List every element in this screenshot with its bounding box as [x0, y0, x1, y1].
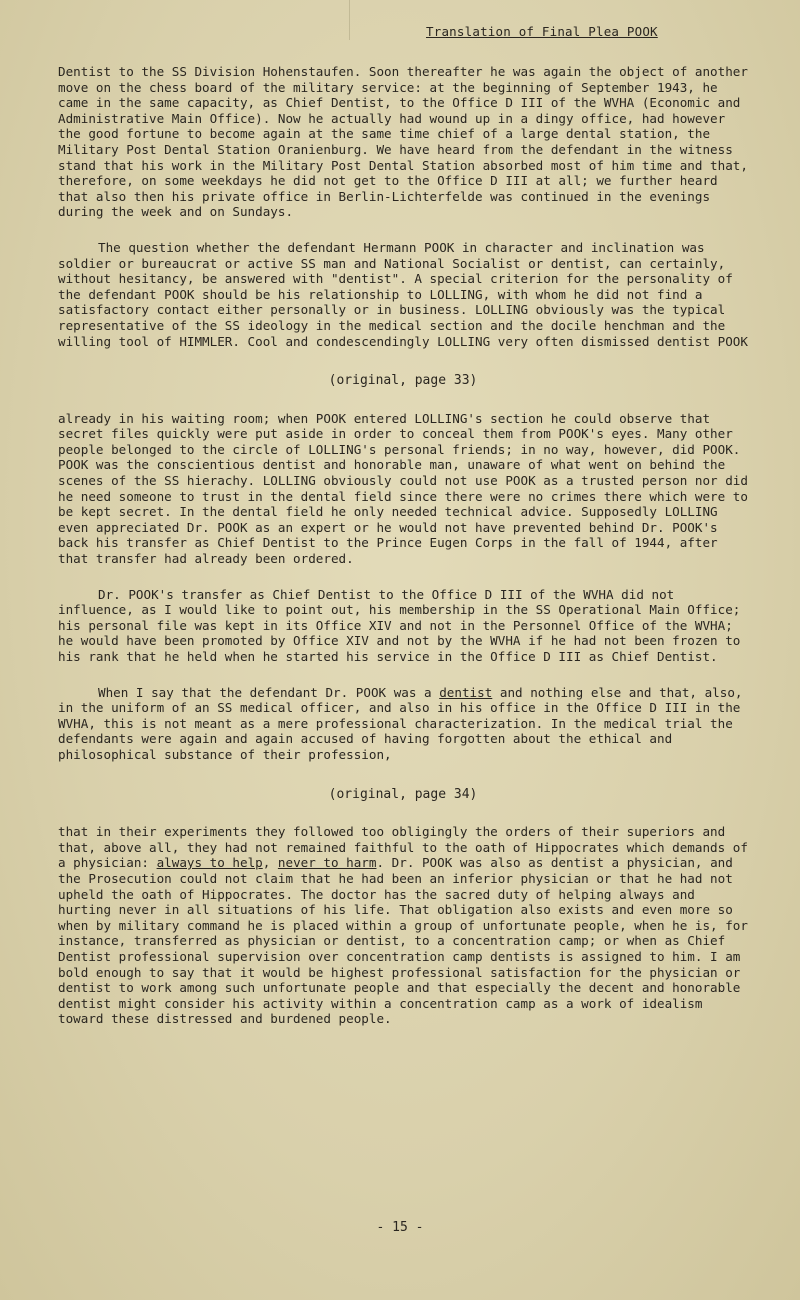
paragraph-hippocratic-oath	[58, 824, 756, 1027]
original-page-marker-33: (original, page 33)	[328, 373, 478, 389]
paragraph-transfer: Dr. POOK's transfer as Chief Dentist to the Office D III of the WVHA did not influence, as I would like to point out, his membership in the SS Operational Main Office; his personal file was kept in its Office XIV and not in the Personnel Office of the WVHA; he would have been promoted by Office XIV and not by the WVHA if he had not been frozen to his rank that he held when he started his service in the Office D III as Chief Dentist.	[58, 586, 748, 664]
paragraph-character-question: The question whether the defendant Hermann POOK in character and inclination was soldier or bureaucrat or active SS man and National Socialist or dentist, can certainly, without hesitancy, be answered with "dentist". A special criterion for the personality of the defendant POOK should be his relationship to LOLLING, with whom he did not find a satisfactory contact either personally or in business. LOLLING obviously was the typical representative of the SS ideology in the medical section and the docile henchman and the willing tool of HIMMLER. Cool and condescendingly LOLLING very often dismissed dentist POOK	[58, 239, 748, 349]
text-segment: and nothing else and that, also, in the uniform of an SS medical officer, and also in his office in the Office D III in the WVHA, this is not meant as a mere professional characterization. In the medical trial the defendants were again and again accused of having forgotten about the ethical and philosophical substance of their profession,	[58, 684, 751, 762]
underlined-always-to-help: always to help	[156, 855, 263, 871]
page-header-title: Translation of Final Plea POOK	[426, 24, 658, 39]
paper-fold-mark	[349, 0, 350, 40]
text-segment: When I say that the defendant Dr. POOK was a	[98, 684, 440, 700]
document-body	[58, 64, 756, 1027]
paragraph-hohenstaufen: Dentist to the SS Division Hohenstaufen. Soon thereafter he was again the object of another move on the chess board of the military service: at the beginning of September 1943, he came in the same capacity, as Chief Dentist, to the Office D III of the WVHA (Economic and Administrative Main Office). Now he actually had wound up in a dingy office, had however the good fortune to become again at the same time chief of a large dental station, the Military Post Dental Station Oranienburg. We have heard from the defendant in the witness stand that his work in the Military Post Dental Station absorbed most of him time and that, therefore, on some weekdays he did not get to the Office D III at all; we further heard that also then his private office in Berlin-Lichterfelde was continued in the evenings during the week and on Sundays.	[58, 64, 756, 220]
paragraph-dentist-characterization	[58, 684, 751, 763]
page-number: - 15 -	[376, 1220, 424, 1235]
text-segment: that in their experiments they followed too obligingly the orders of their superiors and that, above all, they had not remained faithful to the oath of Hippocrates which demands of a physician:	[58, 824, 756, 871]
underlined-never-to-harm: never to harm	[277, 855, 377, 871]
underlined-dentist: dentist	[439, 684, 493, 700]
text-segment: ,	[262, 855, 278, 871]
paragraph-waiting-room: already in his waiting room; when POOK entered LOLLING's section he could observe that secret files quickly were put aside in order to conceal them from POOK's eyes. Many other people belonged to the circle of LOLLING's personal friends; in no way, however, did POOK. POOK was the conscientious dentist and honorable man, unaware of what went on behind the scenes of the SS hierachy. LOLLING obviously could not use POOK as a trusted person nor did he need someone to trust in the dental field since there were no crimes there which were to be kept secret. In the dental field he only needed technical advice. Supposedly LOLLING even appreciated Dr. POOK as an expert or he would not have prevented behind Dr. POOK's back his transfer as Chief Dentist to the Prince Eugen Corps in the fall of 1944, after that transfer had already been ordered.	[58, 410, 756, 567]
text-segment: . Dr. POOK was also as dentist a physician, and the Prosecution could not claim that he had been an inferior physician or that he had not upheld the oath of Hippocrates. The doctor has the sacred duty of helping always and hurting never in all situations of his life. That obligation also exists and even more so when by military command he is placed within a group of unfortunate people, when he is, for instance, transferred as physician or dentist, to a concentration camp; or when as Chief Dentist professional supervision over concentration camp dentists is assigned to him. I am bold enough to say that it would be highest professional satisfaction for the physician or dentist to work among such unfortunate people and that especially the decent and honorable dentist might consider his activity within a concentration camp as a work of idealism toward these distressed and burdened people.	[58, 855, 756, 1027]
original-page-marker-34: (original, page 34)	[328, 786, 478, 802]
